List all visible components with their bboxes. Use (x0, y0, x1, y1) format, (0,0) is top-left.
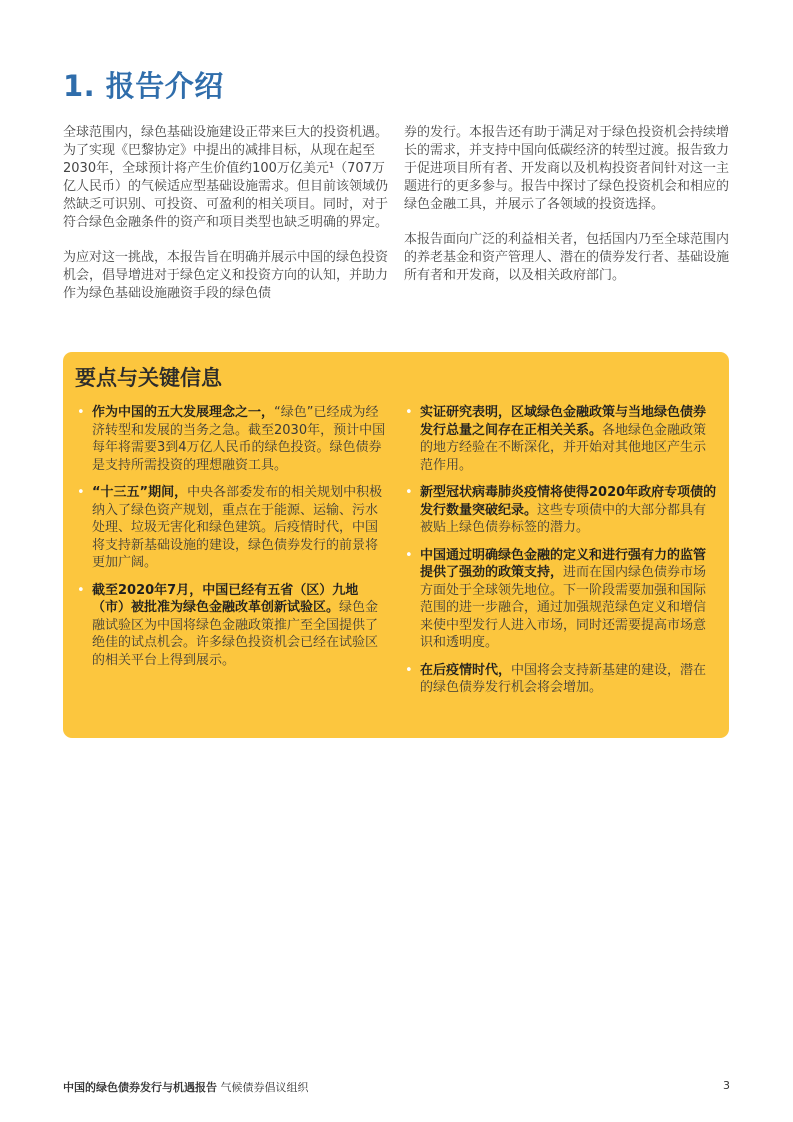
key-messages-box (63, 352, 729, 738)
key-messages-left-column (75, 404, 387, 679)
key-message-item (75, 582, 387, 670)
key-message-lead: 在后疫情时代， (420, 662, 512, 678)
key-message-item (403, 547, 718, 652)
key-message-text: 中国将会支持新基建的建设，潜在的绿色债券发行机会将会增加。 (420, 662, 707, 695)
intro-paragraph: 全球范围内，绿色基础设施建设正带来巨大的投资机遇。为了实现《巴黎协定》中提出的减排目标，从现在起至2030年，全球预计将产生价值约100万亿美元¹（707万亿人民币）的气候适应型基础设施需求。但目前该领域仍然缺乏可识别、可投资、可盈利的相关项目。同时，对于符合绿色金融条件的资产和项目类型也缺乏明确的界定。 (63, 125, 389, 230)
bullet-icon: • (405, 485, 413, 500)
key-message-text: “绿色”已经成为经济转型和发展的当务之急。截至2030年，预计中国每年将需要3到4万亿人民币的绿色投资。绿色债券是支持所需投资的理想融资工具。 (92, 405, 386, 473)
intro-paragraph: 本报告面向广泛的利益相关者，包括国内乃至全球范围内的养老基金和资产管理人、潜在的债券发行者、基础设施所有者和开发商，以及相关政府部门。 (404, 232, 730, 283)
key-message-lead: 截至2020年7月，中国已经有五省（区）九地（市）被批准为绿色金融改革创新试验区。 (92, 582, 359, 615)
key-message-item (403, 662, 718, 697)
key-message-item (75, 484, 387, 572)
key-message-lead: 作为中国的五大发展理念之一， (92, 405, 275, 420)
key-messages-right-column (403, 404, 718, 707)
key-message-text: 绿色金融试验区为中国将绿色金融政策推广至全国提供了绝佳的试点机会。许多绿色投资机会已经在试验区的相关平台上得到展示。 (92, 600, 379, 668)
footer-report-title: 中国的绿色债券发行与机遇报告 (63, 1081, 217, 1094)
key-message-lead: “十三五”期间， (92, 485, 188, 500)
bullet-icon: • (77, 582, 85, 598)
key-message-item (403, 484, 718, 537)
key-message-lead: 实证研究表明，区域绿色金融政策与当地绿色债券发行总量之间存在正相关关系。 (420, 405, 707, 438)
key-messages-title: 要点与关键信息 (75, 366, 222, 390)
bullet-icon: • (77, 485, 85, 500)
key-message-lead: 中国通过明确绿色金融的定义和进行强有力的监管提供了强劲的政策支持， (420, 547, 707, 580)
key-message-item (403, 404, 718, 474)
key-message-text: 这些专项债中的大部分都具有被贴上绿色债券标签的潜力。 (420, 502, 707, 535)
bullet-icon: • (77, 405, 85, 420)
page-number: 3 (723, 1079, 730, 1092)
key-message-item (75, 404, 387, 474)
intro-paragraph: 为应对这一挑战，本报告旨在明确并展示中国的绿色投资机会，倡导增进对于绿色定义和投资方向的认知，并助力作为绿色基础设施融资手段的绿色债 (63, 250, 389, 301)
bullet-icon: • (405, 405, 413, 420)
page-title: 1. 报告介绍 (63, 69, 224, 103)
bullet-icon: • (405, 547, 413, 563)
intro-left-column (63, 124, 388, 320)
key-message-text: 中央各部委发布的相关规划中积极纳入了绿色资产规划，重点在于能源、运输、污水处理、垃圾无害化和绿色建筑。后疫情时代，中国将支持新基础设施的建设，绿色债券发行的前景将更加广阔。 (92, 485, 383, 570)
key-message-text: 各地绿色金融政策的地方经验在不断深化，并开始对其他地区产生示范作用。 (420, 422, 707, 473)
key-message-lead: 新型冠状病毒肺炎疫情将使得2020年政府专项债的发行数量突破纪录。 (420, 485, 717, 518)
page-footer (63, 1079, 309, 1095)
footer-organization: 气候债券倡议组织 (220, 1081, 309, 1094)
bullet-icon: • (405, 662, 413, 678)
key-message-text: 进而在国内绿色债券市场方面处于全球领先地位。下一阶段需要加强和国际范围的进一步融合，通过加强规范绿色定义和增信来使中型发行人进入市场，同时还需要提高市场意识和透明度。 (420, 565, 707, 650)
intro-paragraph: 券的发行。本报告还有助于满足对于绿色投资机会持续增长的需求，并支持中国向低碳经济的转型过渡。报告致力于促进项目所有者、开发商以及机构投资者间针对这一主题进行的更多参与。报告中探讨了绿色投资机会和相应的绿色金融工具，并展示了各领域的投资选择。 (404, 125, 730, 212)
intro-right-column (404, 124, 730, 302)
